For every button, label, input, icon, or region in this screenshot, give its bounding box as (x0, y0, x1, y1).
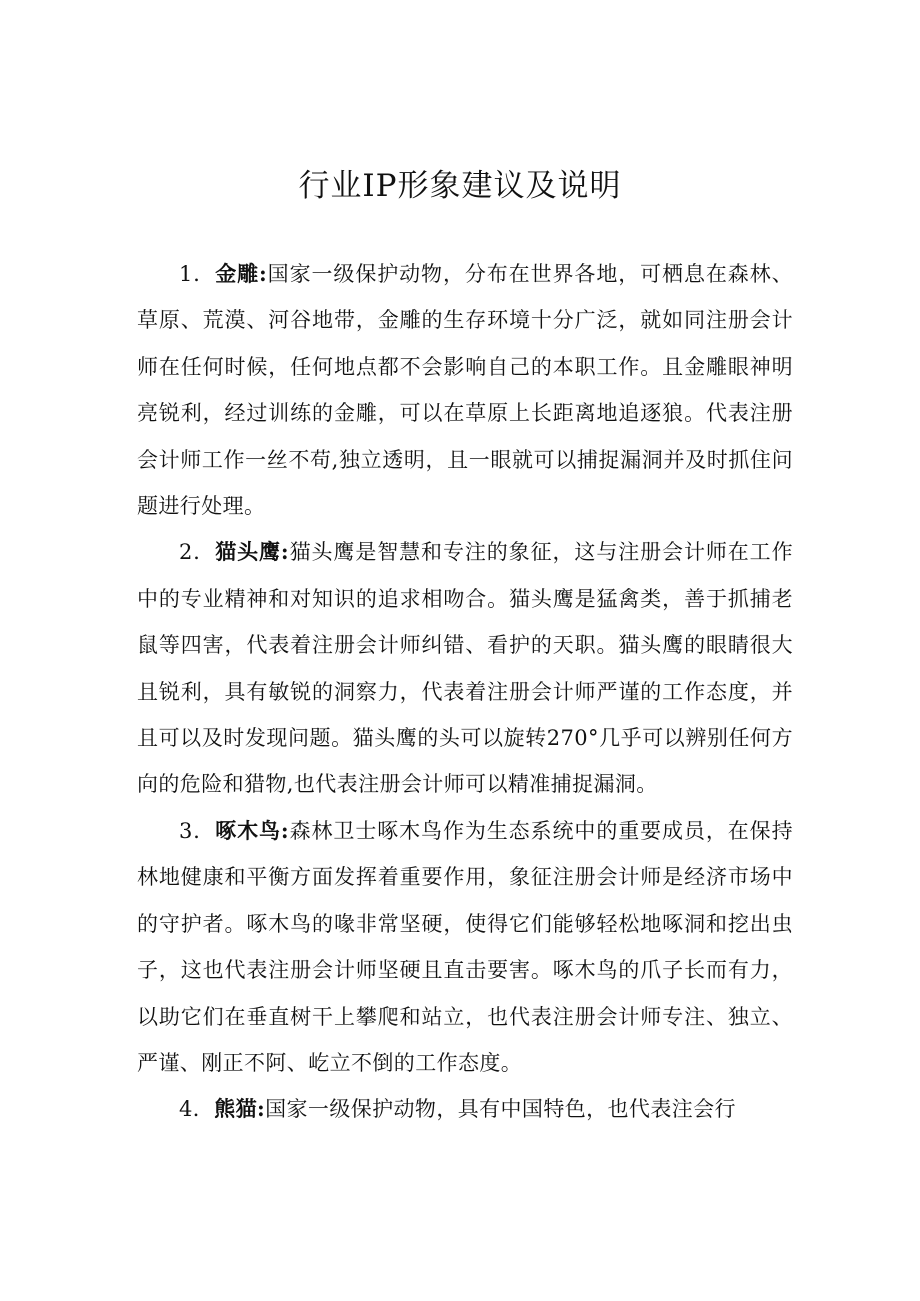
paragraph-term: 猫头鹰: (215, 539, 290, 565)
paragraph-number: 2． (179, 540, 216, 565)
paragraph-text: 国家一级保护动物，具有中国特色，也代表注会行 (265, 1097, 736, 1122)
paragraph-golden-eagle (137, 251, 793, 529)
paragraph-panda (137, 1086, 793, 1132)
paragraph-term: 熊猫: (214, 1096, 266, 1122)
paragraph-number: 1． (179, 262, 216, 286)
paragraph-woodpecker (137, 808, 793, 1086)
document-body (137, 251, 793, 1133)
paragraph-text: 森林卫士啄木鸟作为生态系统中的重要成员，在保持林地健康和平衡方面发挥着重要作用，象征注册会计师是经济市场中的守护者。啄木鸟的喙非常坚硬，使得它们能够轻松地啄洞和挖出虫子，这也代表注册会计师坚硬且直击要害。啄木鸟的爪子长而有力，以助它们在垂直树干上攀爬和站立，也代表注册会计师专注、独立、严谨、刚正不阿、屹立不倒的工作态度。 (137, 818, 793, 1075)
page-title: 行业IP形象建议及说明 (298, 168, 622, 204)
paragraph-term: 金雕: (215, 261, 268, 286)
paragraph-text: 国家一级保护动物，分布在世界各地，可栖息在森林、草原、荒漠、河谷地带，金雕的生存环境十分广泛，就如同注册会计师在任何时候，任何地点都不会影响自己的本职工作。且金雕眼神明亮锐利，经过训练的金雕，可以在草原上长距离地追逐狼。代表注册会计师工作一丝不苟,独立透明，且一眼就可以捕捉漏洞并及时抓住问题进行处理。 (137, 262, 793, 519)
paragraph-number: 3． (179, 818, 216, 843)
paragraph-text: 猫头鹰是智慧和专注的象征，这与注册会计师在工作中的专业精神和对知识的追求相吻合。猫头鹰是猛禽类，善于抓捕老鼠等四害，代表着注册会计师纠错、看护的天职。猫头鹰的眼睛很大且锐利，具有敏锐的洞察力，代表着注册会计师严谨的工作态度，并且可以及时发现问题。猫头鹰的头可以旋转270°几乎可以辨别任何方向的危险和猎物,也代表注册会计师可以精准捕捉漏洞。 (137, 540, 793, 797)
paragraph-owl (137, 529, 793, 807)
paragraph-term: 啄木鸟: (215, 817, 290, 843)
paragraph-number: 4． (179, 1097, 215, 1122)
